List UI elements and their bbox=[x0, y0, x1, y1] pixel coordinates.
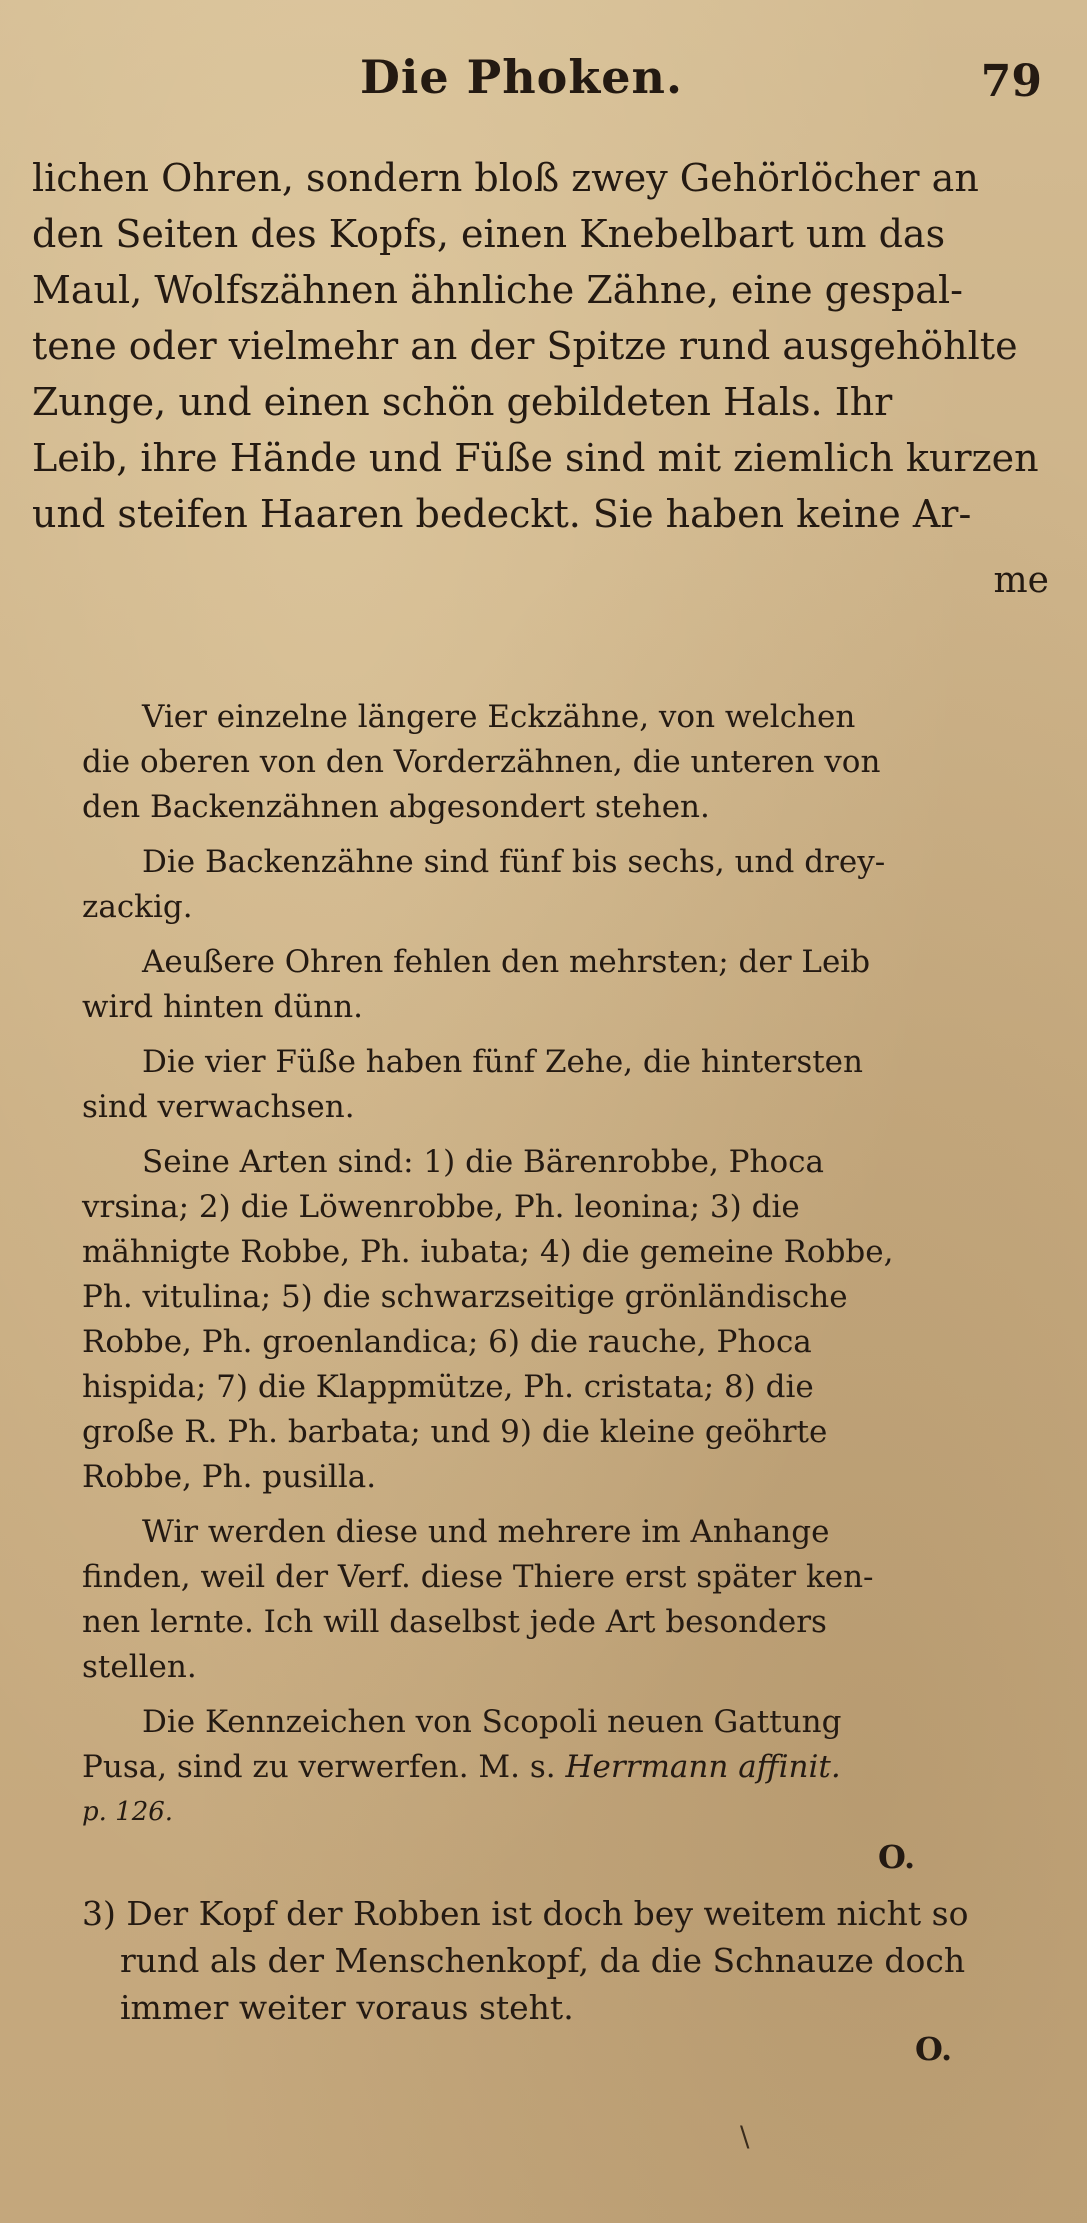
note-line: wird hinten dünn. bbox=[82, 989, 364, 1025]
text-line: Maul, Wolfszähnen ähnliche Zähne, eine gespal- bbox=[32, 268, 963, 312]
text-line: und steifen Haaren bedeckt. Sie haben keine Ar- bbox=[32, 492, 972, 536]
note-line: große R. Ph. barbata; und 9) die kleine geöhrte bbox=[82, 1414, 828, 1450]
page-number: 79 bbox=[980, 56, 1042, 107]
footnote-catchword: O. bbox=[915, 2030, 953, 2068]
note-paragraph bbox=[82, 1140, 1057, 1500]
note-line: Wir werden diese und mehrere im Anhange bbox=[142, 1514, 830, 1550]
page-header bbox=[0, 42, 1087, 112]
running-head: Die Phoken. bbox=[360, 50, 683, 104]
note-line: Aeußere Ohren fehlen den mehrsten; der Leib bbox=[142, 944, 871, 980]
footnotes bbox=[82, 695, 1057, 1845]
note-line: Vier einzelne längere Eckzähne, von welchen bbox=[142, 699, 856, 735]
footnote-catchword: O. bbox=[878, 1838, 916, 1876]
note-line: sind verwachsen. bbox=[82, 1089, 355, 1125]
note-line: Ph. vitulina; 5) die schwarzseitige grönländische bbox=[82, 1279, 848, 1315]
note-line: Die vier Füße haben fünf Zehe, die hintersten bbox=[142, 1044, 863, 1080]
paper-mark: \ bbox=[740, 2120, 750, 2153]
note-paragraph bbox=[82, 1040, 1057, 1130]
note-paragraph bbox=[82, 695, 1057, 830]
catchword: me bbox=[993, 560, 1049, 601]
note-line: immer weiter voraus steht. bbox=[120, 1988, 574, 2027]
note-line bbox=[82, 1745, 1057, 1790]
note-line: 3) Der Kopf der Robben ist doch bey weitem nicht so bbox=[82, 1894, 969, 1933]
note-paragraph bbox=[82, 940, 1057, 1030]
note-paragraph bbox=[82, 1700, 1057, 1835]
note-line: stellen. bbox=[82, 1649, 197, 1685]
note-line: rund als der Menschenkopf, da die Schnauze doch bbox=[120, 1941, 966, 1980]
note-line: die oberen von den Vorderzähnen, die unteren von bbox=[82, 744, 881, 780]
note-line: Seine Arten sind: 1) die Bärenrobbe, Phoca bbox=[142, 1144, 824, 1180]
note-line: vrsina; 2) die Löwenrobbe, Ph. leonina; 3) die bbox=[82, 1189, 800, 1225]
text-line: den Seiten des Kopfs, einen Knebelbart um das bbox=[32, 212, 946, 256]
note-line: mähnigte Robbe, Ph. iubata; 4) die gemeine Robbe, bbox=[82, 1234, 894, 1270]
citation: Herrmann affinit. bbox=[565, 1749, 841, 1785]
note-line: Robbe, Ph. groenlandica; 6) die rauche, Phoca bbox=[82, 1324, 812, 1360]
note-text: Pusa, sind zu verwerfen. M. s. bbox=[82, 1749, 556, 1785]
note-line: den Backenzähnen abgesondert stehen. bbox=[82, 789, 710, 825]
note-line: hispida; 7) die Klappmütze, Ph. cristata; 8) die bbox=[82, 1369, 814, 1405]
text-line: Zunge, und einen schön gebildeten Hals. Ihr bbox=[32, 380, 893, 424]
note-line: Robbe, Ph. pusilla. bbox=[82, 1459, 377, 1495]
note-line: Die Backenzähne sind fünf bis sechs, und drey- bbox=[142, 844, 886, 880]
note-line: finden, weil der Verf. diese Thiere erst später ken- bbox=[82, 1559, 874, 1595]
note-line: zackig. bbox=[82, 889, 193, 925]
footnote-3 bbox=[82, 1890, 1057, 2031]
note-line: Die Kennzeichen von Scopoli neuen Gattung bbox=[142, 1704, 842, 1740]
note-line: p. 126. bbox=[82, 1797, 174, 1827]
text-line: Leib, ihre Hände und Füße sind mit ziemlich kurzen bbox=[32, 436, 1039, 480]
note-paragraph bbox=[82, 1510, 1057, 1690]
text-line: tene oder vielmehr an der Spitze rund ausgehöhlte bbox=[32, 324, 1018, 368]
note-paragraph bbox=[82, 840, 1057, 930]
text-line: lichen Ohren, sondern bloß zwey Gehörlöcher an bbox=[32, 156, 979, 200]
main-text-block bbox=[32, 150, 1057, 542]
note-line: nen lernte. Ich will daselbst jede Art besonders bbox=[82, 1604, 827, 1640]
